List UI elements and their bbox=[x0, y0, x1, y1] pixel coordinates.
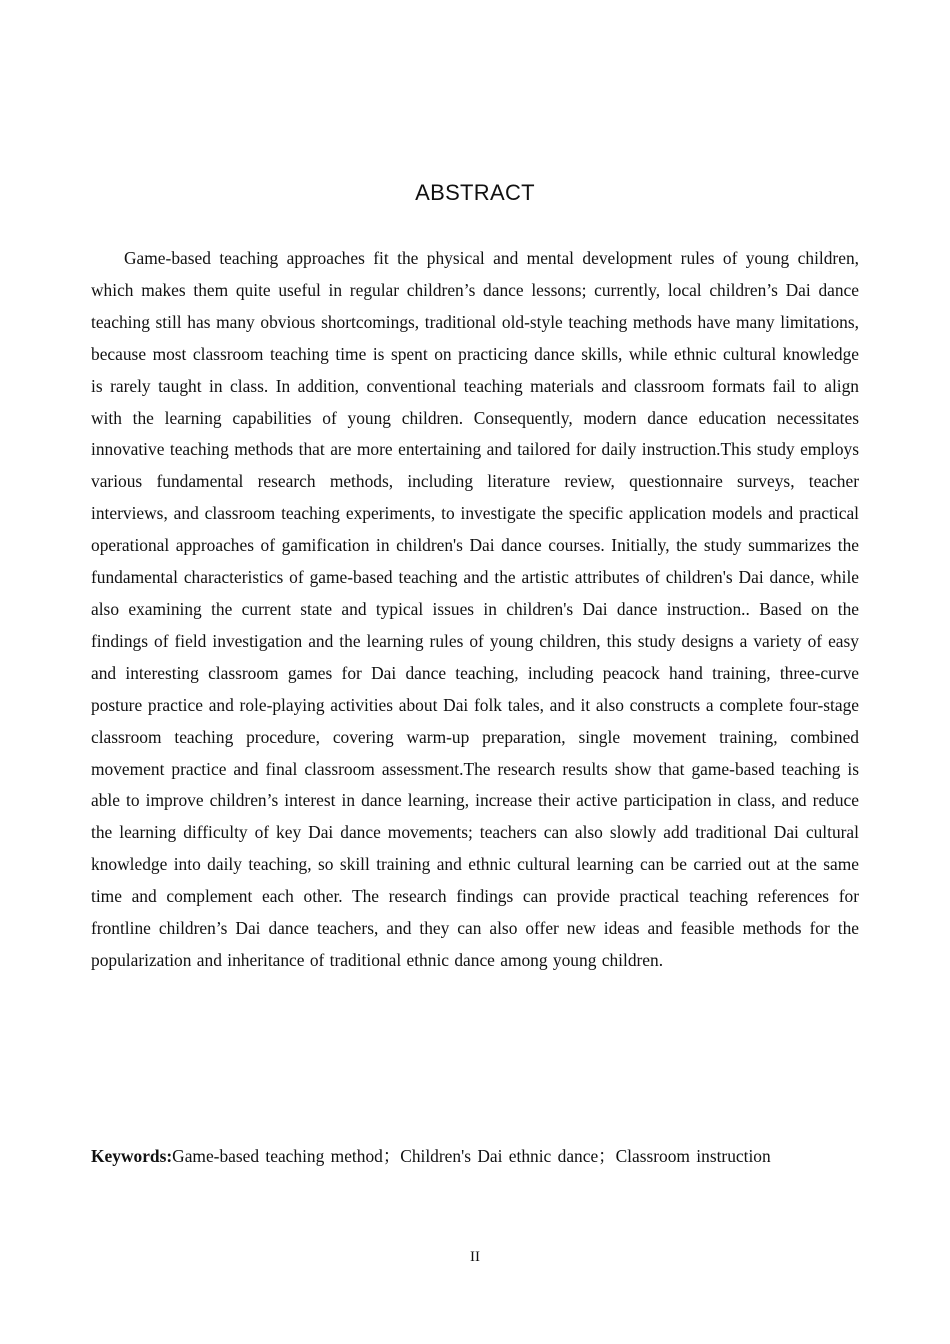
keywords-label: Keywords: bbox=[91, 1146, 173, 1166]
page-title: ABSTRACT bbox=[415, 180, 535, 205]
page-number: II bbox=[470, 1249, 480, 1265]
keywords-line bbox=[91, 1142, 871, 1170]
keywords-text: Game-based teaching method；Children's Dai ethnic dance；Classroom instruction bbox=[172, 1146, 771, 1166]
abstract-paragraph: Game-based teaching approaches fit the physical and mental development rules of young children, which makes them quite useful in regular children’s dance lessons; currently, local children’s Dai dance teaching still has many obvious shortcomings, traditional old-style teaching methods have many limitations, because most classroom teaching time is spent on practicing dance skills, while ethnic cultural knowledge is rarely taught in class. In addition, conventional teaching materials and classroom formats fail to align with the learning capabilities of young children. Consequently, modern dance education necessitates innovative teaching methods that are more entertaining and tailored for daily instruction.This study employs various fundamental research methods, including literature review, questionnaire surveys, teacher interviews, and classroom teaching experiments, to investigate the specific application models and practical operational approaches of gamification in children's Dai dance courses. Initially, the study summarizes the fundamental characteristics of game-based teaching and the artistic attributes of children's Dai dance, while also examining the current state and typical issues in children's Dai dance instruction.. Based on the findings of field investigation and the learning rules of young children, this study designs a variety of easy and interesting classroom games for Dai dance teaching, including peacock hand training, three-curve posture practice and role-playing activities about Dai folk tales, and it also constructs a complete four-stage classroom teaching procedure, covering warm-up preparation, single movement training, combined movement practice and final classroom assessment.The research results show that game-based teaching is able to improve children’s interest in dance learning, increase their active participation in class, and reduce the learning difficulty of key Dai dance movements; teachers can also slowly add traditional Dai cultural knowledge into daily teaching, so skill training and ethnic cultural learning can be carried out at the same time and complement each other. The research findings can provide practical teaching references for frontline children’s Dai dance teachers, and they can also offer new ideas and feasible methods for the popularization and inheritance of traditional ethnic dance among young children. bbox=[91, 248, 859, 970]
